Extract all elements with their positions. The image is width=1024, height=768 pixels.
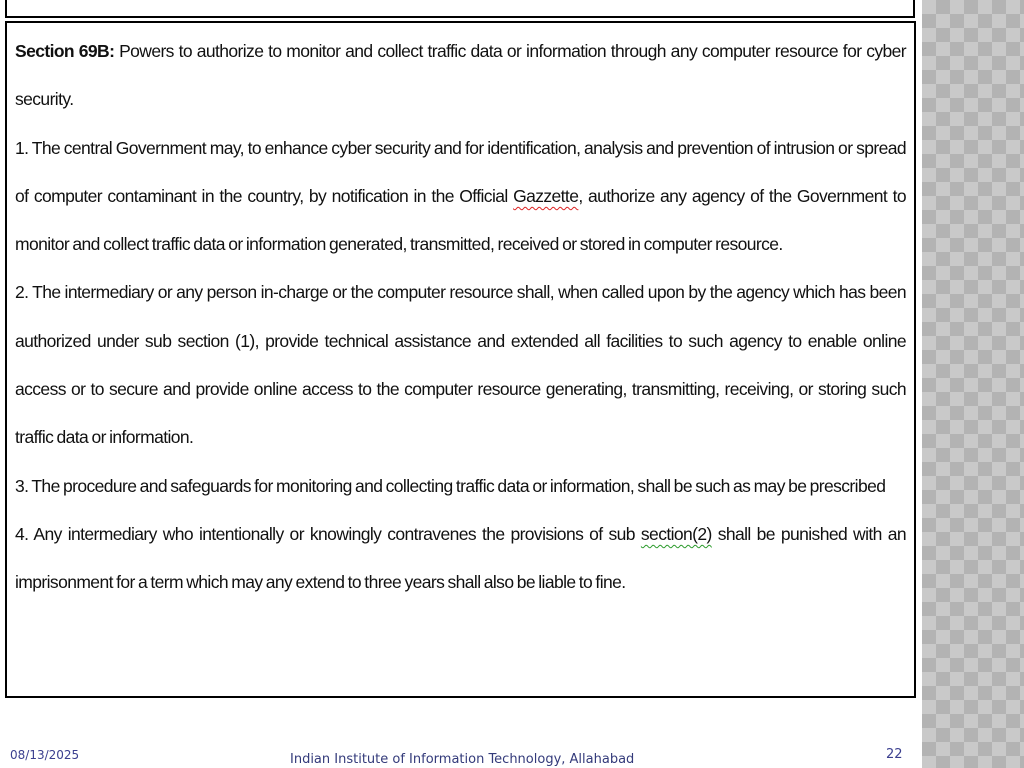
footer-date: 08/13/2025 — [10, 748, 80, 762]
section-title: Powers to authorize to monitor and collect traffic data or information through any computer resource for cyber security. — [15, 41, 906, 110]
clause-1 — [15, 124, 906, 269]
clause-3: 3. The procedure and safeguards for monitoring and collecting traffic data or information, shall be such as may be prescribed — [15, 475, 886, 496]
legal-text-box — [5, 21, 916, 698]
clause-4-grammar-word: section(2) — [640, 523, 712, 544]
section-heading: Section 69B: — [15, 41, 115, 61]
top-border-box — [5, 0, 915, 18]
clause-1-text-a: 1. The central Government may, to enhance cyber security and for identification, analysis and prevention of intrusion or spread of computer contaminant in the country, by notification in the Official — [15, 137, 906, 206]
decorative-side-pattern — [922, 0, 1024, 768]
clause-4 — [15, 510, 906, 607]
footer-institute: Indian Institute of Information Technology, Allahabad — [290, 752, 635, 767]
clause-4-text-b: shall be punished with an imprisonment for a term which may any extend to three years shall also be liable to fine. — [15, 523, 906, 593]
slide-number: 22 — [886, 747, 903, 762]
clause-4-text-a: 4. Any intermediary who intentionally or knowingly contravenes the provisions of sub — [15, 523, 641, 544]
section-heading-paragraph — [15, 27, 906, 124]
clause-1-spellcheck-word: Gazzette — [513, 185, 579, 206]
clause-1-text-b: , authorize any agency of the Government to monitor and collect traffic data or information generated, transmitted, received or stored in computer resource. — [15, 185, 906, 255]
clause-2: 2. The intermediary or any person in-charge or the computer resource shall, when called upon by the agency which has been authorized under sub section (1), provide technical assistance and extended all facilities to such agency to enable online access or to secure and provide online access to the computer resource generating, transmitting, receiving, or storing such traffic data or information. — [15, 282, 906, 448]
